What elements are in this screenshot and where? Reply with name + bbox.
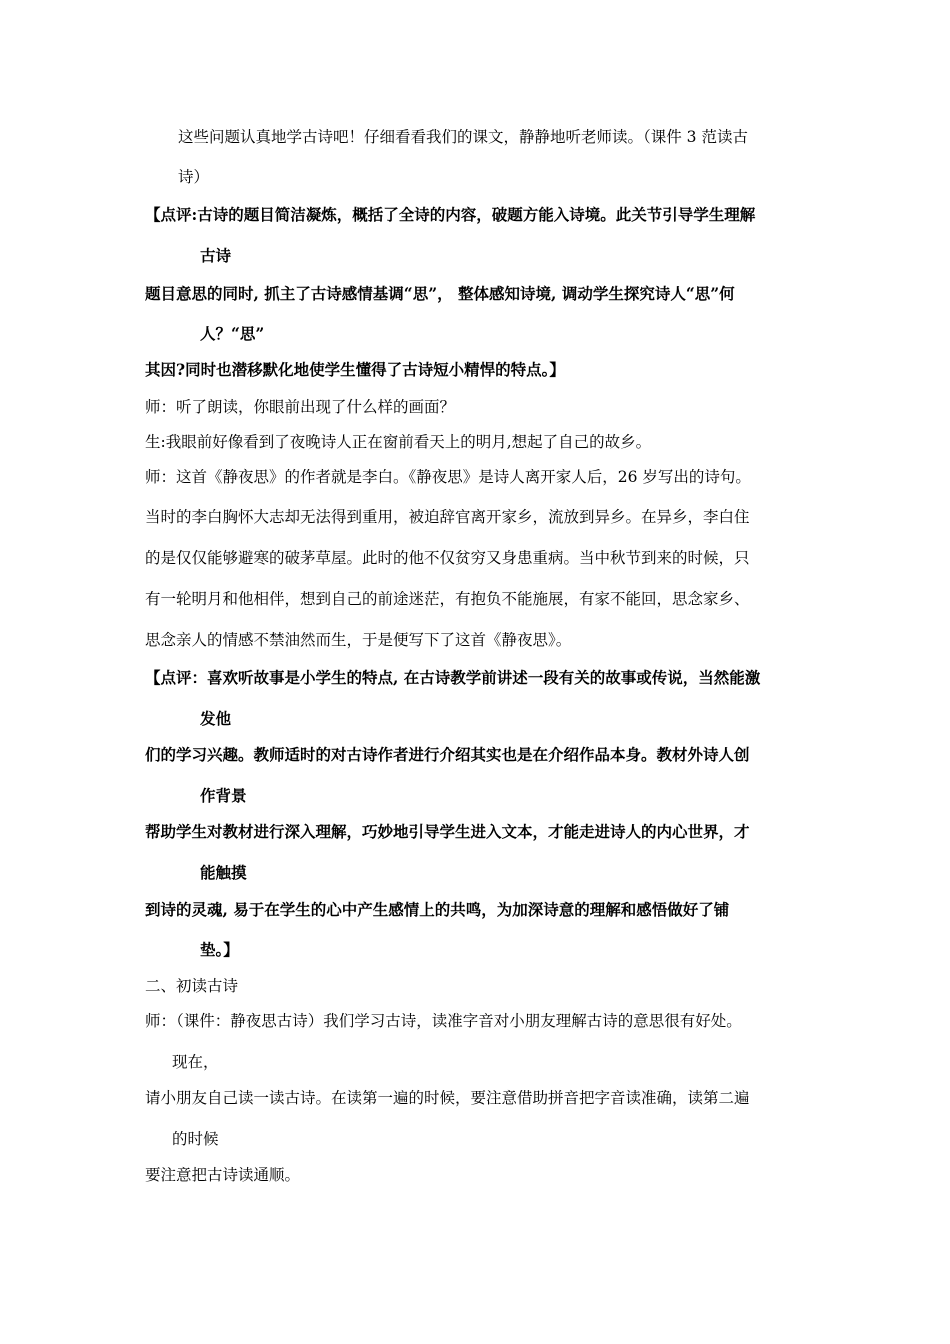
text-line: 要注意把古诗读通顺。 — [145, 1166, 301, 1184]
comment-line: 垫。】 — [200, 940, 239, 959]
text-line: 现在， — [172, 1053, 219, 1071]
section-heading: 二、初读古诗 — [145, 977, 239, 995]
comment-line: 题目意思的同时, 抓主了古诗感情基调“思”， 整体感知诗境, 调动学生探究诗人“思”何 — [145, 284, 735, 303]
comment-line: 发他 — [200, 709, 232, 728]
text-line: 当时的李白胸怀大志却无法得到重用，被迫辞官离开家乡，流放到异乡。在异乡，李白住 — [145, 508, 750, 526]
text-line: 师：听了朗读，你眼前出现了什么样的画面？ — [145, 398, 456, 416]
text-line: 有一轮明月和他相伴，想到自己的前途迷茫，有抱负不能施展，有家不能回，思念家乡、 — [145, 590, 750, 608]
text-line: 师：这首《静夜思》的作者就是李白。《静夜思》是诗人离开家人后，26 岁写出的诗句。 — [145, 468, 751, 486]
comment-line: 帮助学生对教材进行深入理解，巧妙地引导学生进入文本，才能走进诗人的内心世界，才 — [145, 822, 750, 841]
text-line: 请小朋友自己读一读古诗。在读第一遍的时候，要注意借助拼音把字音读准确，读第二遍 — [145, 1089, 750, 1107]
comment-line: 到诗的灵魂, 易于在学生的心中产生感情上的共鸣，为加深诗意的理解和感悟做好了铺 — [145, 900, 730, 919]
comment-line: 其因?同时也潜移默化地使学生懂得了古诗短小精悍的特点。】 — [145, 360, 565, 379]
text-line: 这些问题认真地学古诗吧！仔细看看我们的课文，静静地听老师读。（课件 3 范读古 — [178, 128, 748, 146]
comment-line: 【点评:古诗的题目简洁凝炼，概括了全诗的内容，破题方能入诗境。此关节引导学生理解 — [145, 205, 756, 224]
text-line: 生:我眼前好像看到了夜晚诗人正在窗前看天上的明月,想起了自己的故乡。 — [145, 433, 652, 451]
text-line: 诗） — [178, 168, 210, 186]
text-line: 的是仅仅能够避寒的破茅草屋。此时的他不仅贫穷又身患重病。当中秋节到来的时候，只 — [145, 549, 750, 567]
comment-line: 人？“思” — [200, 324, 265, 343]
text-line: 思念亲人的情感不禁油然而生，于是便写下了这首《静夜思》。 — [145, 631, 572, 649]
comment-line: 们的学习兴趣。教师适时的对古诗作者进行介绍其实也是在介绍作品本身。教材外诗人创 — [145, 745, 750, 764]
comment-line: 古诗 — [200, 246, 232, 265]
comment-line: 作背景 — [200, 786, 247, 805]
text-line: 师：（课件：静夜思古诗）我们学习古诗，读准字音对小朋友理解古诗的意思很有好处。 — [145, 1012, 742, 1030]
comment-line: 能触摸 — [200, 863, 247, 882]
comment-line: 【点评：喜欢听故事是小学生的特点, 在古诗教学前讲述一段有关的故事或传说，当然能激 — [145, 668, 761, 687]
text-line: 的时候 — [172, 1130, 219, 1148]
